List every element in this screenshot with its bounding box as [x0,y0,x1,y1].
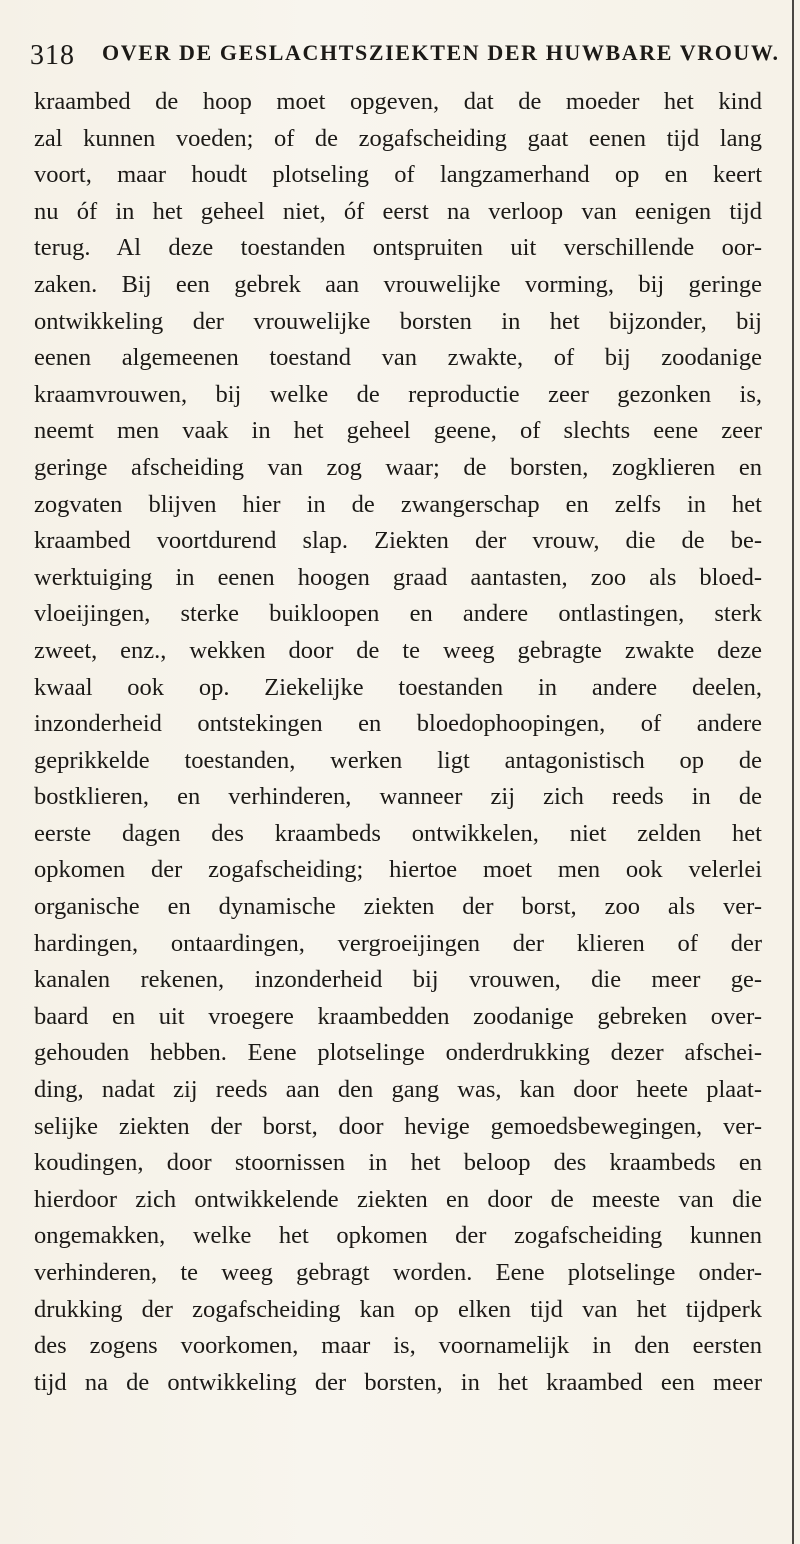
text-line: ding, nadat zij reeds aan den gang was, kan door heete plaat- [34,1076,762,1104]
text-line: zal kunnen voeden; of de zogafscheiding gaat eenen tijd lang [34,124,762,152]
text-line: geringe afscheiding van zog waar; de borsten, zogklieren en [34,453,762,481]
text-line: baard en uit vroegere kraambedden zoodanige gebreken over- [34,1002,762,1030]
text-line: drukking der zogafscheiding kan op elken tijd van het tijdperk [34,1295,762,1323]
text-line: hardingen, ontaardingen, vergroeijingen der klieren of der [34,929,762,957]
body-text [34,84,762,1401]
text-line: kraambed voortdurend slap. Ziekten der vrouw, die de be- [34,527,762,555]
page-number: 318 [30,40,75,71]
text-line: inzonderheid ontstekingen en bloedophoopingen, of andere [34,710,762,738]
text-line: nu óf in het geheel niet, óf eerst na verloop van eenigen tijd [34,197,762,225]
text-line: eenen algemeenen toestand van zwakte, of bij zoodanige [34,344,762,372]
text-line: vloeijingen, sterke buikloopen en andere ontlastingen, sterk [34,600,762,628]
text-line: kraambed de hoop moet opgeven, dat de moeder het kind [34,88,762,115]
text-line: selijke ziekten der borst, door hevige gemoedsbewegingen, ver- [34,1112,762,1140]
page-edge [792,0,794,1544]
running-title: OVER DE GESLACHTSZIEKTEN DER HUWBARE VROUW. [102,40,780,65]
text-line: kraamvrouwen, bij welke de reproductie zeer gezonken is, [34,380,762,408]
text-line: zaken. Bij een gebrek aan vrouwelijke vorming, bij geringe [34,270,762,298]
text-line: kanalen rekenen, inzonderheid bij vrouwen, die meer ge- [34,966,762,994]
text-line: ongemakken, welke het opkomen der zogafscheiding kunnen [34,1222,762,1250]
text-line: werktuiging in eenen hoogen graad aantasten, zoo als bloed- [34,563,762,591]
text-line: ontwikkeling der vrouwelijke borsten in het bijzonder, bij [34,307,762,335]
text-line: hierdoor zich ontwikkelende ziekten en door de meeste van die [34,1185,762,1213]
text-line: neemt men vaak in het geheel geene, of slechts eene zeer [34,417,762,445]
text-line: tijd na de ontwikkeling der borsten, in het kraambed een meer [34,1368,762,1396]
text-line: verhinderen, te weeg gebragt worden. Eene plotselinge onder- [34,1259,762,1286]
text-line: gehouden hebben. Eene plotselinge onderdrukking dezer afschei- [34,1039,762,1067]
text-line: eerste dagen des kraambeds ontwikkelen, niet zelden het [34,819,762,847]
text-line: des zogens voorkomen, maar is, voornamelijk in den eersten [34,1332,762,1360]
text-line: koudingen, door stoornissen in het beloop des kraambeds en [34,1149,762,1177]
text-line: zweet, enz., wekken door de te weeg gebragte zwakte deze [34,636,762,664]
text-line: organische en dynamische ziekten der borst, zoo als ver- [34,893,762,921]
text-line: voort, maar houdt plotseling of langzamerhand op en keert [34,161,762,189]
text-line: zogvaten blijven hier in de zwangerschap en zelfs in het [34,490,762,518]
text-line: kwaal ook op. Ziekelijke toestanden in andere deelen, [34,673,762,701]
page-header [30,36,780,76]
text-line: bostklieren, en verhinderen, wanneer zij zich reeds in de [34,783,762,811]
text-line: terug. Al deze toestanden ontspruiten uit verschillende oor- [34,234,762,262]
text-line: geprikkelde toestanden, werken ligt antagonistisch op de [34,746,762,774]
text-line: opkomen der zogafscheiding; hiertoe moet men ook velerlei [34,856,762,884]
